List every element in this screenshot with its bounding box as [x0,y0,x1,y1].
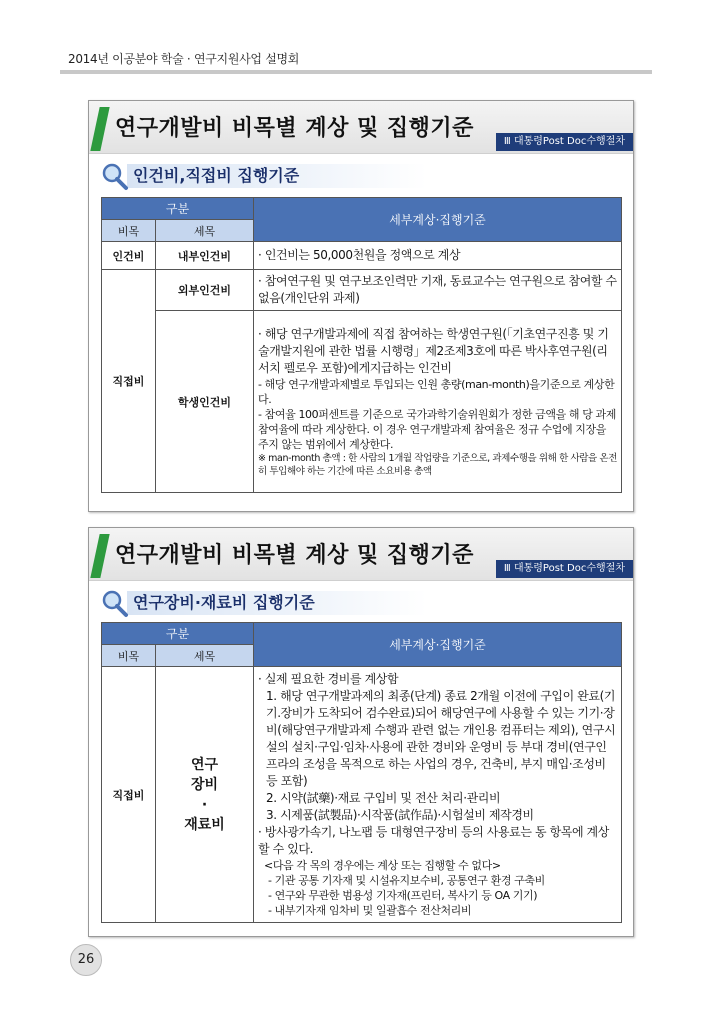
item-line: 연구 [190,756,219,773]
header-item: 세목 [156,220,254,242]
item-cell: 외부인건비 [156,270,254,311]
item-cell: 내부인건비 [156,242,254,270]
slide-equipment-costs [88,527,634,937]
detail-line: 1. 해당 연구개발과제의 최종(단계) 종료 2개월 이전에 구입이 완료(기기.장비가 도착되어 검수완료)되어 해당연구에 사용할 수 있는 기기·장비(해당연구개발과제 수행과 관련 없는 개인용 컴퓨터는 제외), 연구시설의 설치·구입·임차·사용에 관한 경비와 운영비 등 부대 경비(연구인프라의 조성을 목적으로 하는 사업의 경우, 건축비, 부지 매입·조성비 등 포함) [266,689,616,788]
slide-title-band [89,528,633,581]
category-cell: 직접비 [102,667,156,923]
title-accent [90,107,109,151]
slide-personnel-costs [88,100,634,512]
detail-cell: · 참여연구원 및 연구보조인력만 기재, 동료교수는 연구원으로 참여할 수 없음(개인단위 과제) [254,270,622,311]
subtitle-text: 인건비,직접비 집행기준 [133,166,300,185]
header-detail: 세부계상·집행기준 [254,623,622,667]
header-detail: 세부계상·집행기준 [254,198,622,242]
criteria-table [101,622,622,923]
table-row [102,311,622,493]
item-line: 재료비 [184,816,225,833]
detail-line: · 방사광가속기, 나노팹 등 대형연구장비 등의 사용료는 동 항목에 계상할 수 있다. [258,825,609,856]
detail-line: · 실제 필요한 경비를 계상함 [258,672,399,686]
subtitle-text: 연구장비·재료비 집행기준 [133,593,315,612]
section-subtitle [97,588,437,618]
section-badge: Ⅲ 대통령Post Doc수행절차 [496,133,633,151]
page-number: 26 [70,944,102,976]
table-row [102,270,622,311]
table-row [102,667,622,923]
slide-title: 연구개발비 비목별 계상 및 집행기준 [115,543,474,568]
slide-title: 연구개발비 비목별 계상 및 집행기준 [115,116,474,141]
detail-note: ※ man-month 총액 : 한 사람의 1개월 작업량을 기준으로, 과제수행을 위해 한 사람을 온전히 투입해야 하는 기간에 따른 소요비용 총액 [258,452,617,477]
item-line: 장비 [190,776,219,793]
detail-line: - 연구와 무관한 범용성 기자재(프린터, 복사기 등 OA 기기) [268,889,538,902]
detail-line: - 참여율 100퍼센트를 기준으로 국가과학기술위원회가 정한 금액을 해 당 과제 참여율에 따라 계상한다. 이 경우 연구개발과제 참여율은 정규 수업에 지장을 주지 않는 범위에서 계상한다. [258,407,617,451]
magnifier-icon [99,161,129,191]
detail-cell: · 인건비는 50,000천원을 정액으로 계상 [254,242,622,270]
header-item: 세목 [156,645,254,667]
section-subtitle [97,161,437,191]
category-cell: 인건비 [102,242,156,270]
slide-title-band [89,101,633,154]
detail-line: - 내부기자재 임차비 및 일괄흡수 전산처리비 [268,904,472,917]
detail-line: - 기관 공통 기자재 및 시설유지보수비, 공통연구 환경 구축비 [268,874,545,887]
item-cell [156,667,254,923]
section-badge: Ⅲ 대통령Post Doc수행절차 [496,560,633,578]
page-header: 2014년 이공분야 학술 · 연구지원사업 설명회 [68,52,300,66]
item-line: · [201,796,208,813]
header-rule [60,70,652,74]
table-row [102,242,622,270]
category-cell: 직접비 [102,270,156,493]
detail-cell [254,311,622,493]
detail-cell [254,667,622,923]
detail-line: 2. 시약(試藥)·재료 구입비 및 전산 처리·관리비 [266,791,501,805]
item-cell: 학생인건비 [156,311,254,493]
detail-line: - 해당 연구개발과제별로 투입되는 인원 총량(man-month)을기준으로 계상한다. [258,377,615,406]
header-group: 구분 [102,198,254,220]
title-accent [90,534,109,578]
detail-line: 3. 시제품(試製品)·시작품(試作品)·시험설비 제작경비 [266,808,534,822]
header-category: 비목 [102,220,156,242]
header-group: 구분 [102,623,254,645]
header-category: 비목 [102,645,156,667]
detail-line: <다음 각 목의 경우에는 계상 또는 집행할 수 없다> [264,859,501,872]
magnifier-icon [99,588,129,618]
criteria-table [101,197,622,493]
detail-line: · 해당 연구개발과제에 직접 참여하는 학생연구원(「기초연구진흥 및 기술개발지원에 관한 법률 시행령」제2조제3호에 따른 박사후연구원(리서치 펠로우 포함)에게지급하는 인건비 [258,326,609,375]
